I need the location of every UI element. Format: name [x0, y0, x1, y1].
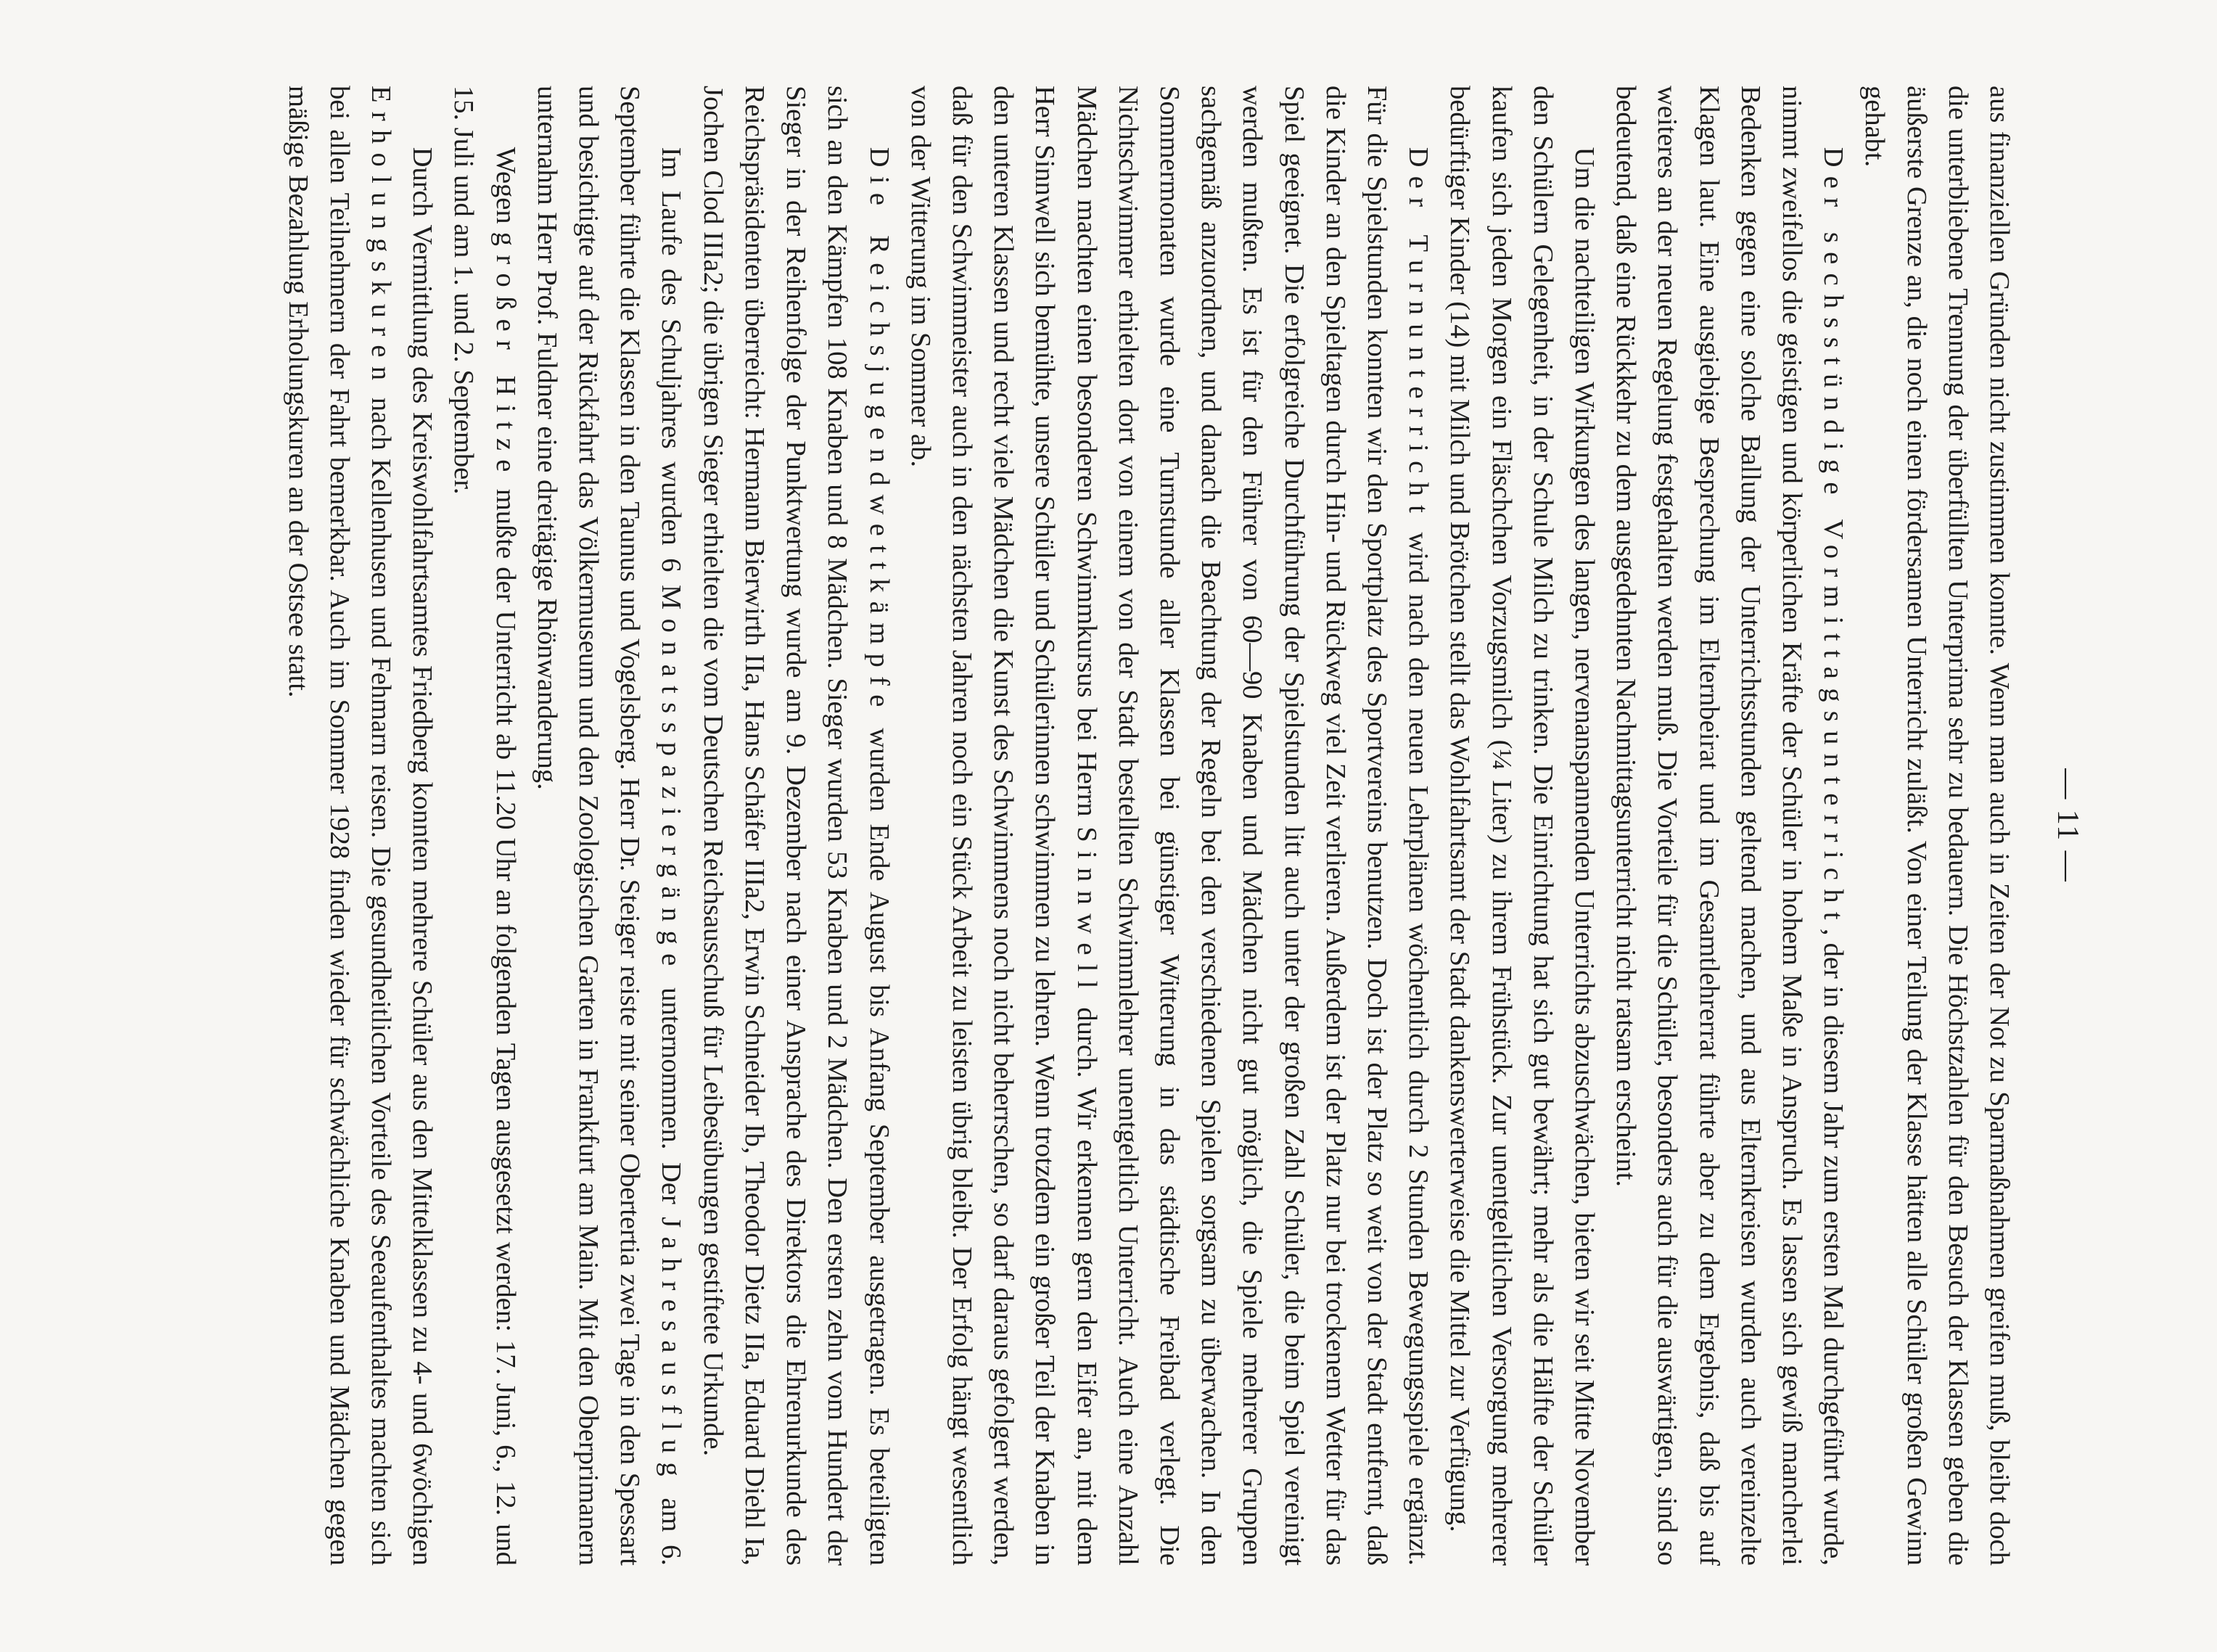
spaced-emphasis: Monatsspaziergänge [656, 585, 687, 975]
paragraph-text: , der in diesem Jahr zum ersten Mal durchgeführt wurde, nimmt zweifellos die geistigen und körperlichen Kräfte der Schüler in hohem Maße in Anspruch. Es lassen sich gewiß mancherlei Bedenken gegen eine solche Ballung der Unterrichtsstunden geltend machen, und aus Elternkreisen wurden auch vereinzelte Klagen laut. Eine ausgiebige Besprechung im Elternbeirat und im Gesamtlehrerrat führte aber zu dem Ergebnis, daß bis auf weiteres an der neuen Regelung festgehalten werden muß. Die Vorteile für die Schüler, besonders auch für die auswärtigen, sind so bedeutend, daß eine Rückkehr zu dem ausgedehnten Nachmittagsunterricht nicht ratsam erscheint. [1611, 86, 1849, 1566]
paragraph [443, 86, 525, 1566]
document-page [71, 49, 2146, 1602]
paragraph [1605, 86, 1854, 1566]
paragraph [276, 86, 443, 1566]
paragraph [900, 86, 1439, 1566]
spaced-emphasis: Die Reichsjugendwettkämpfe [863, 147, 894, 716]
paragraph-text: durch. Wir erkennen gern den Eifer an, mit dem Herr Sinnwell sich bemühte, unsere Schüler und Schülerinnen schwimmen zu lehren. Wenn trotzdem ein großer Teil der Knaben in den unteren Klassen und recht viele Mädchen die Kunst des Schwimmens noch nicht beherrschen, so darf daraus gefolgert werden, daß für den Schwimmeister auch in den nächsten Jahren noch ein Stück Arbeit zu leisten übrig bleibt. Der Erfolg hängt wesentlich von der Witterung im Sommer ab. [905, 86, 1102, 1566]
paragraph-text: Durch Vermittlung des Kreiswohlfahrtsamtes Friedberg konnten mehrere Schüler aus den Mittelklassen zu 4- und 6wöchigen [407, 147, 438, 1566]
spaced-emphasis: Der Turnunterricht [1403, 147, 1434, 522]
spaced-emphasis: Jahresausflug [656, 1217, 687, 1486]
paragraph [1439, 86, 1605, 1566]
spaced-emphasis: Erholungskuren [366, 86, 397, 390]
paragraph-text: aus finanziellen Gründen nicht zustimmen konnte. Wenn man auch in Zeiten der Not zu Sparmaßnahmen greifen muß, bleibt doch die unterbliebene Trennung der überfüllten Unterprima sehr zu bedauern. Die Höchstzahlen für den Besuch der Klassen geben die äußerste Grenze an, die noch einen fördersamen Unterricht zuläßt. Von einer Teilung der Klasse hätten alle Schüler großen Gewinn gehabt. [1859, 86, 2015, 1566]
page-number: — 11 — [2051, 768, 2084, 883]
paragraph-text: Um die nachteiligen Wirkungen des langen, nervenanspannenden Unterrichts abzuschwächen, bieten wir seit Mitte November den Schülern Gelegenheit, in der Schule Milch zu trinken. Die Einrichtung hat sich gut bewährt; mehr als die Hälfte der Schüler kaufen sich jeden Morgen ein Fläschchen Vorzugsmilch (¼ Liter) zu ihrem Frühstück. Zur unentgeltlichen Versorgung mehrerer bedürftiger Kinder (14) mit Milch und Brötchen stellt das Wohlfahrtsamt der Stadt dankenswerterweise die Mittel zur Verfügung. [1444, 86, 1600, 1566]
paragraph [526, 86, 692, 1566]
paragraph-text: am 6. September führte die Klassen in den Taunus und Vogelsberg. Herr Dr. Steiger reiste mit seiner Obertertia zwei Tage in den Spessart und besichtigte auf der Rückfahrt das Völkermuseum und den Zoologischen Garten in Frankfurt am Main. Mit den Oberprimanern unternahm Herr Prof. Fuldner eine dreitägige Rhönwanderung. [531, 86, 687, 1566]
spaced-emphasis: Sinnwell [1071, 826, 1102, 998]
paragraph [1854, 86, 2020, 1566]
paragraph-text: nach Kellenhusen und Fehmarn reisen. Die gesundheitlichen Vorteile des Seeaufenthaltes machten sich bei allen Teilnehmern der Fahrt bemerkbar. Auch im Sommer 1928 finden wieder für schwächliche Knaben und Mädchen gegen mäßige Bezahlung Erholungskuren an der Ostsee statt. [282, 86, 397, 1566]
paragraph-text: Im Laufe des Schuljahres wurden 6 [656, 147, 687, 585]
body-text [276, 86, 2020, 1566]
paragraph-text: mußte der Unterricht ab 11.20 Uhr an folgenden Tagen ausgesetzt werden: 17. Juni, 6., 12. und 15. Juli und am 1. und 2. September. [448, 86, 521, 1566]
paragraph-text: unternommen. Der [656, 974, 687, 1217]
paragraph-text: wurden Ende August bis Anfang September ausgetragen. Es beteiligten sich an den Kämpfen 108 Knaben und 8 Mädchen. Sieger wurden 53 Knaben und 2 Mädchen. Den ersten zehn vom Hundert der Sieger in der Reihenfolge der Punktwertung wurde am 9. Dezember nach einer Ansprache des Direktors die Ehrenurkunde des Reichspräsidenten überreicht: Hermann Bierwirth IIa, Hans Schäfer IIIa2, Erwin Schneider Ib, Theodor Dietz IIa, Eduard Diehl Ia, Jochen Clod IIIa2; die übrigen Sieger erhielten die vom Deutschen Reichsausschuß für Leibesübungen gestiftete Urkunde. [697, 86, 894, 1566]
spaced-emphasis: Der sechsstündige Vormittagsunterricht [1818, 147, 1849, 929]
paragraph-text: wird nach den neuen Lehrplänen wöchentlich durch 2 Stunden Bewegungsspiele ergänzt. Für die Spielstunden konnten wir den Sportplatz des Sportvereins benutzen. Doch ist der Platz so weit von der Stadt entfernt, daß die Kinder an den Spieltagen durch Hin- und Rückweg viel Zeit verlieren. Außerdem ist der Platz nur bei trockenem Wetter für das Spiel geeignet. Die erfolgreiche Durchführung der Spielstunden litt auch unter der großen Zahl Schüler, die beim Spiel vereinigt werden mußten. Es ist für den Führer von 60—90 Knaben und Mädchen nicht gut möglich, die Spiele mehrerer Gruppen sachgemäß anzuordnen, und danach die Beachtung der Regeln bei den verschiedenen Spielen sorgsam zu überwachen. In den Sommermonaten wurde eine Turnstunde aller Klassen bei günstiger Witterung in das städtische Freibad verlegt. Die Nichtschwimmer erhielten dort von einem von der Stadt bestellten Schwimmlehrer unentgeltlich Unterricht. Auch eine Anzahl Mädchen machten einen besonderen Schwimmkursus bei Herrn [1071, 86, 1434, 1566]
spaced-emphasis: großer Hitze [490, 231, 521, 481]
paragraph [692, 86, 900, 1566]
paragraph-text: Wegen [490, 147, 521, 232]
